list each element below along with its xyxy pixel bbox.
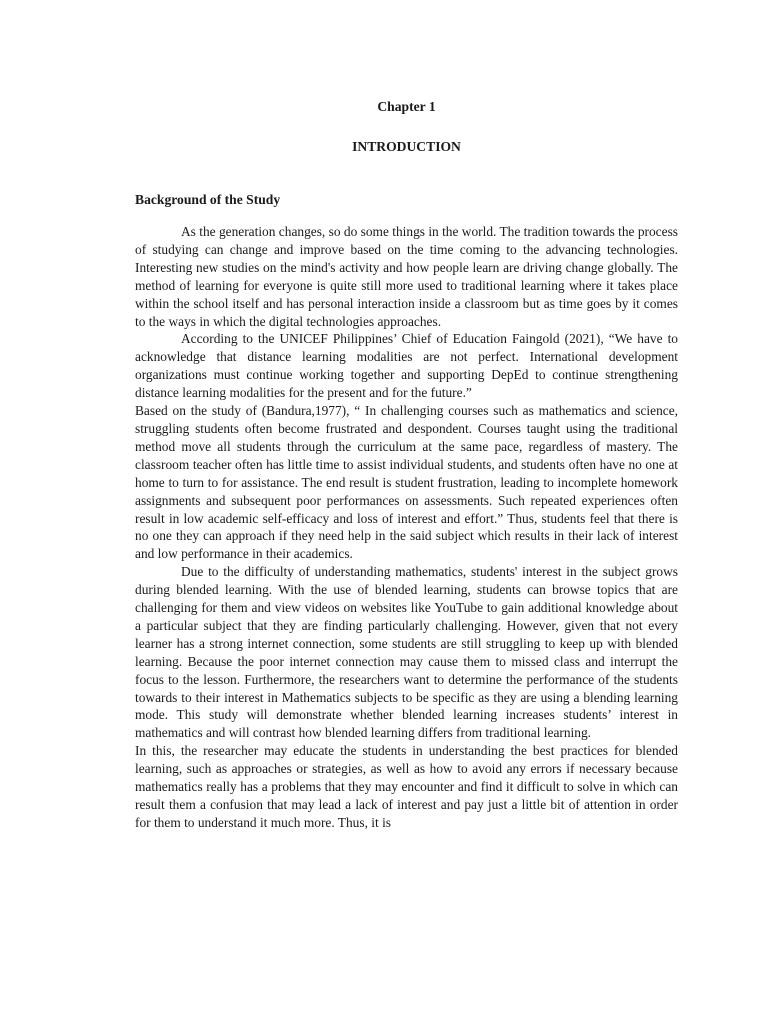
paragraph-4: Due to the difficulty of understanding mathematics, students' interest in the subject grows during blended learning. With the use of blended learning, students can browse topics that are challenging for them and view videos on websites like YouTube to gain additional knowledge about a particular subject that they are finding particularly challenging. However, given that not every learner has a strong internet connection, some students are still struggling to keep up with blended learning. Because the poor internet connection may cause them to missed class and interrupt the focus to the lesson. Furthermore, the researchers want to determine the performance of the students towards to their interest in Mathematics subjects to be specific as they are using a blending learning mode. This study will demonstrate whether blended learning increases students’ interest in mathematics and will contrast how blended learning differs from traditional learning.: [135, 564, 678, 741]
chapter-heading: Chapter 1: [377, 99, 436, 114]
paragraph-1: As the generation changes, so do some things in the world. The tradition towards the process of studying can change and improve based on the time coming to the advancing technologies. Interesting new studies on the mind's activity and how people learn are driving change globally. The method of learning for everyone is quite still more used to traditional learning where it takes place within the school itself and has personal interaction inside a classroom but as time goes by it comes to the ways in which the digital technologies approaches.: [135, 224, 678, 329]
section-heading: Background of the Study: [135, 192, 281, 207]
paragraph-2: According to the UNICEF Philippines’ Chief of Education Faingold (2021), “We have to acknowledge that distance learning modalities are not perfect. International development organizations must continue working together and supporting DepEd to continue strengthening distance learning modalities for the present and for the future.”: [135, 331, 678, 401]
document-body: [135, 96, 678, 832]
chapter-title: INTRODUCTION: [352, 139, 461, 154]
paragraph-3: Based on the study of (Bandura,1977), “ In challenging courses such as mathematics and science, struggling students often become frustrated and despondent. Courses taught using the traditional method move all students through the curriculum at the same pace, regardless of mastery. The classroom teacher often has little time to assist individual students, and students often have no one at home to turn to for assistance. The end result is student frustration, leading to incomplete homework assignments and subsequent poor performances on assessments. Such repeated experiences often result in low academic self-efficacy and loss of interest and effort.” Thus, students feel that there is no one they can approach if they need help in the said subject which results in their lack of interest and low performance in their academics.: [135, 403, 678, 562]
paragraph-5: In this, the researcher may educate the students in understanding the best practices for blended learning, such as approaches or strategies, as well as how to avoid any errors if necessary because mathematics really has a problems that they may encounter and find it difficult to solve in which can result them a confusion that may lead a lack of interest and pay just a little bit of attention in order for them to understand it much more. Thus, it is: [135, 743, 678, 830]
